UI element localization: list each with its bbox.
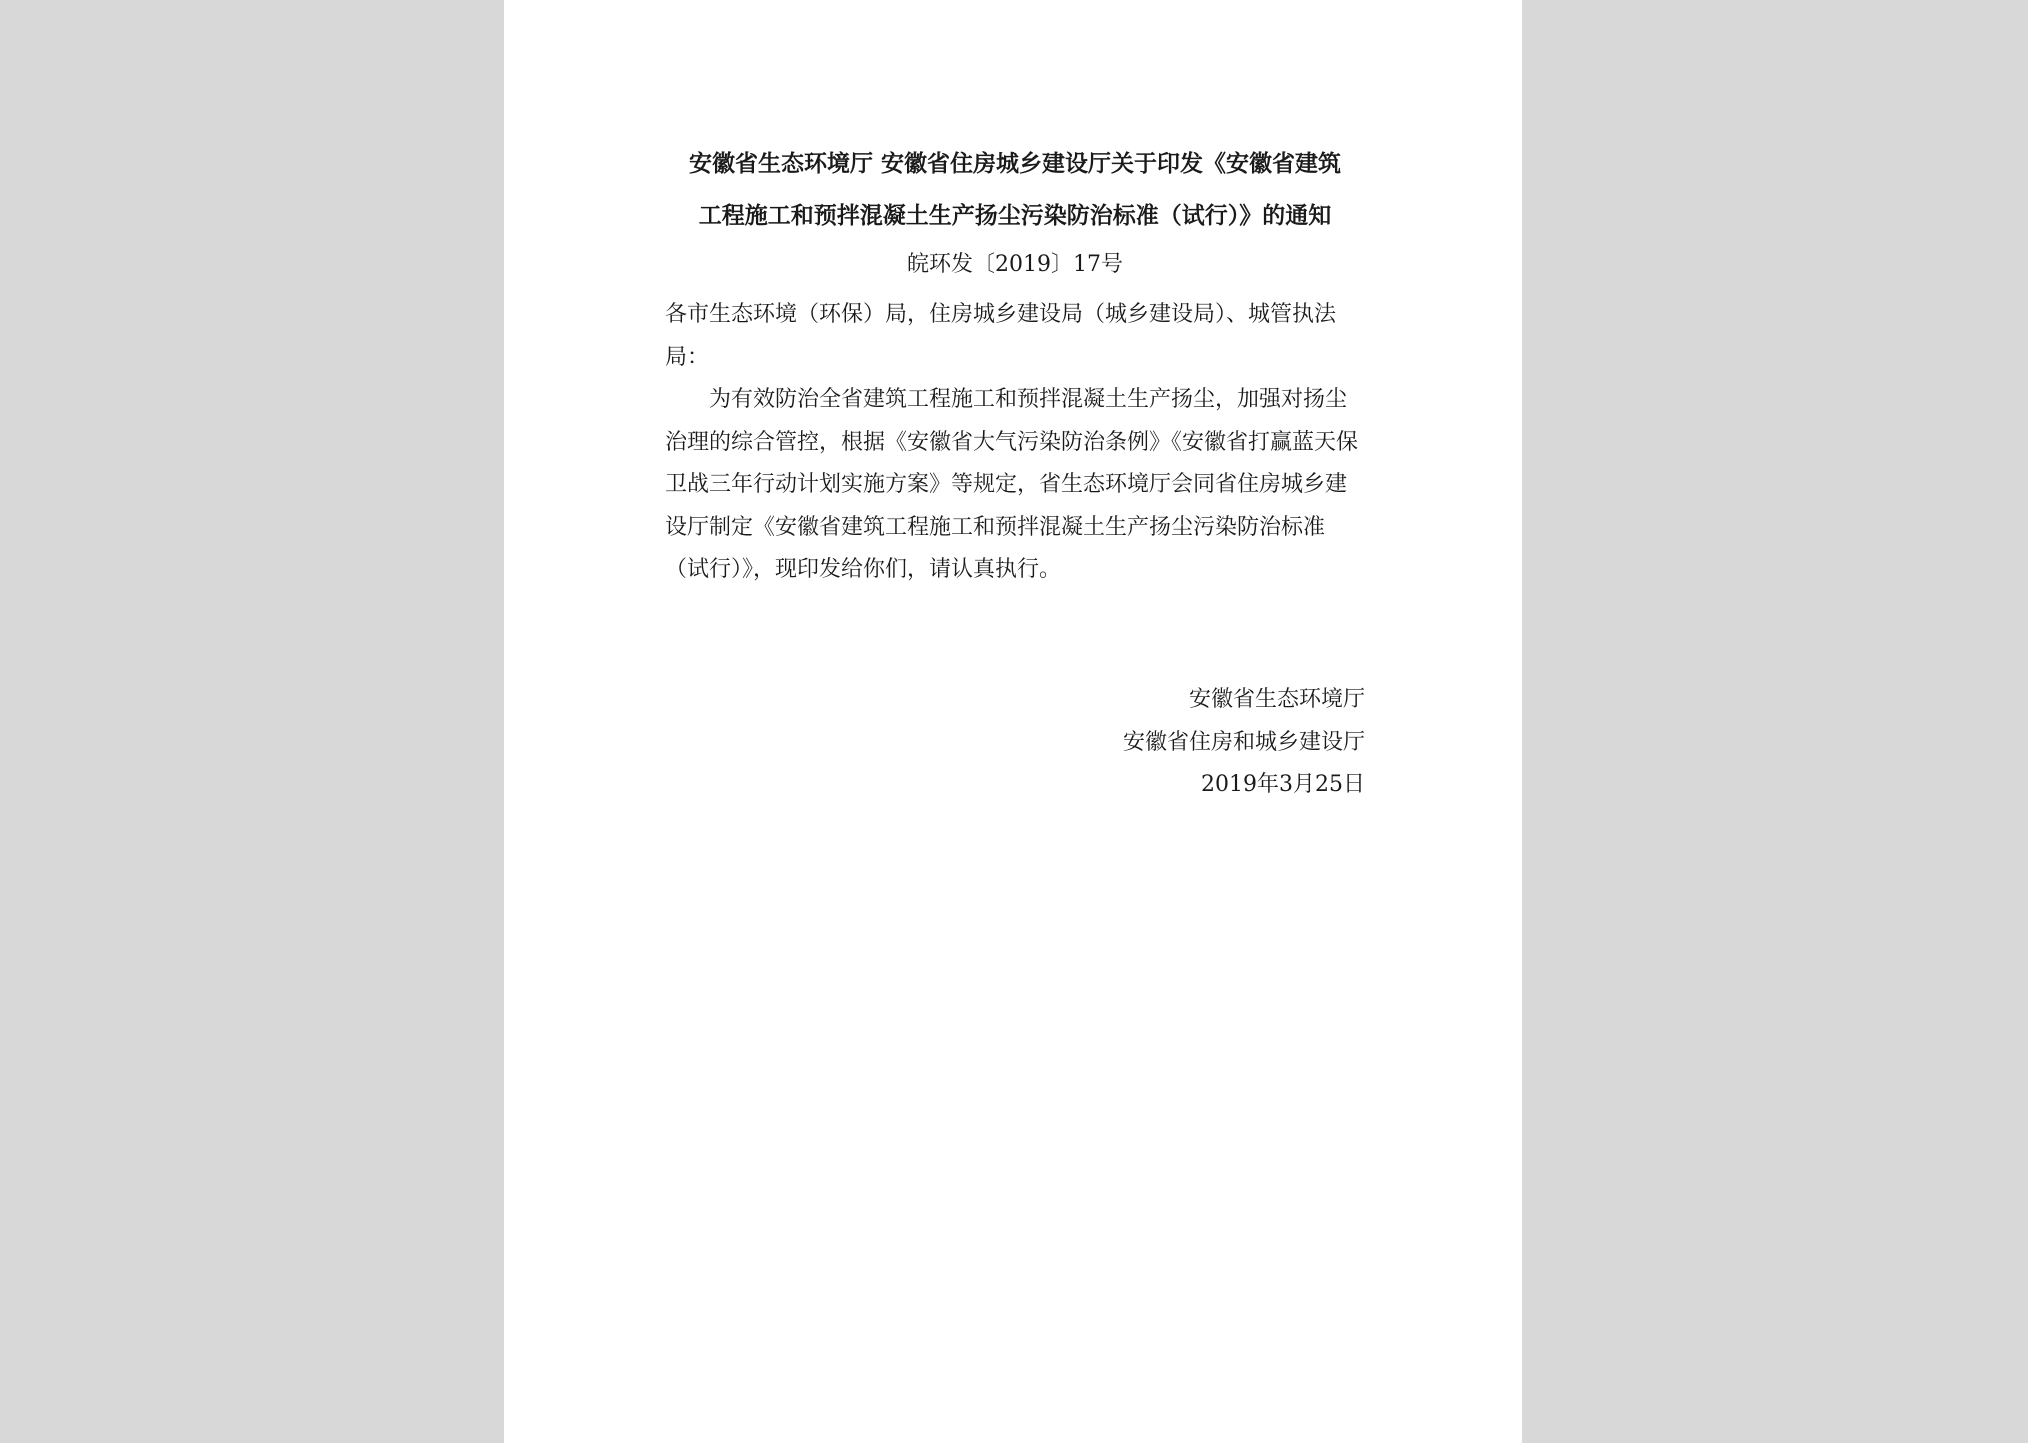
document-title (665, 138, 1365, 242)
title-line-1: 安徽省生态环境厅 安徽省住房城乡建设厅关于印发《安徽省建筑 (688, 150, 1341, 177)
signatory-2: 安徽省住房和城乡建设厅 (1122, 729, 1365, 755)
document-date: 2019年3月25日 (1201, 772, 1365, 797)
signature-block (1123, 679, 1365, 807)
signatory-1: 安徽省生态环境厅 (1188, 687, 1365, 712)
document-number: 皖环发〔2019〕17号 (907, 252, 1123, 277)
addressee: 各市生态环境（环保）局，住房城乡建设局（城乡建设局）、城管执法局： (665, 302, 1337, 370)
document-page (504, 0, 1522, 1443)
body-paragraph: 为有效防治全省建筑工程施工和预拌混凝土生产扬尘，加强对扬尘治理的综合管控，根据《安徽省大气污染防治条例》《安徽省打赢蓝天保卫战三年行动计划实施方案》等规定，省生态环境厅会同省住房城乡建设厅制定《安徽省建筑工程施工和预拌混凝土生产扬尘污染防治标准（试行）》，现印发给你们，请认真执行。 (665, 387, 1359, 582)
title-line-2: 工程施工和预拌混凝土生产扬尘污染防治标准（试行）》的通知 (698, 202, 1332, 229)
document-content (665, 138, 1365, 797)
